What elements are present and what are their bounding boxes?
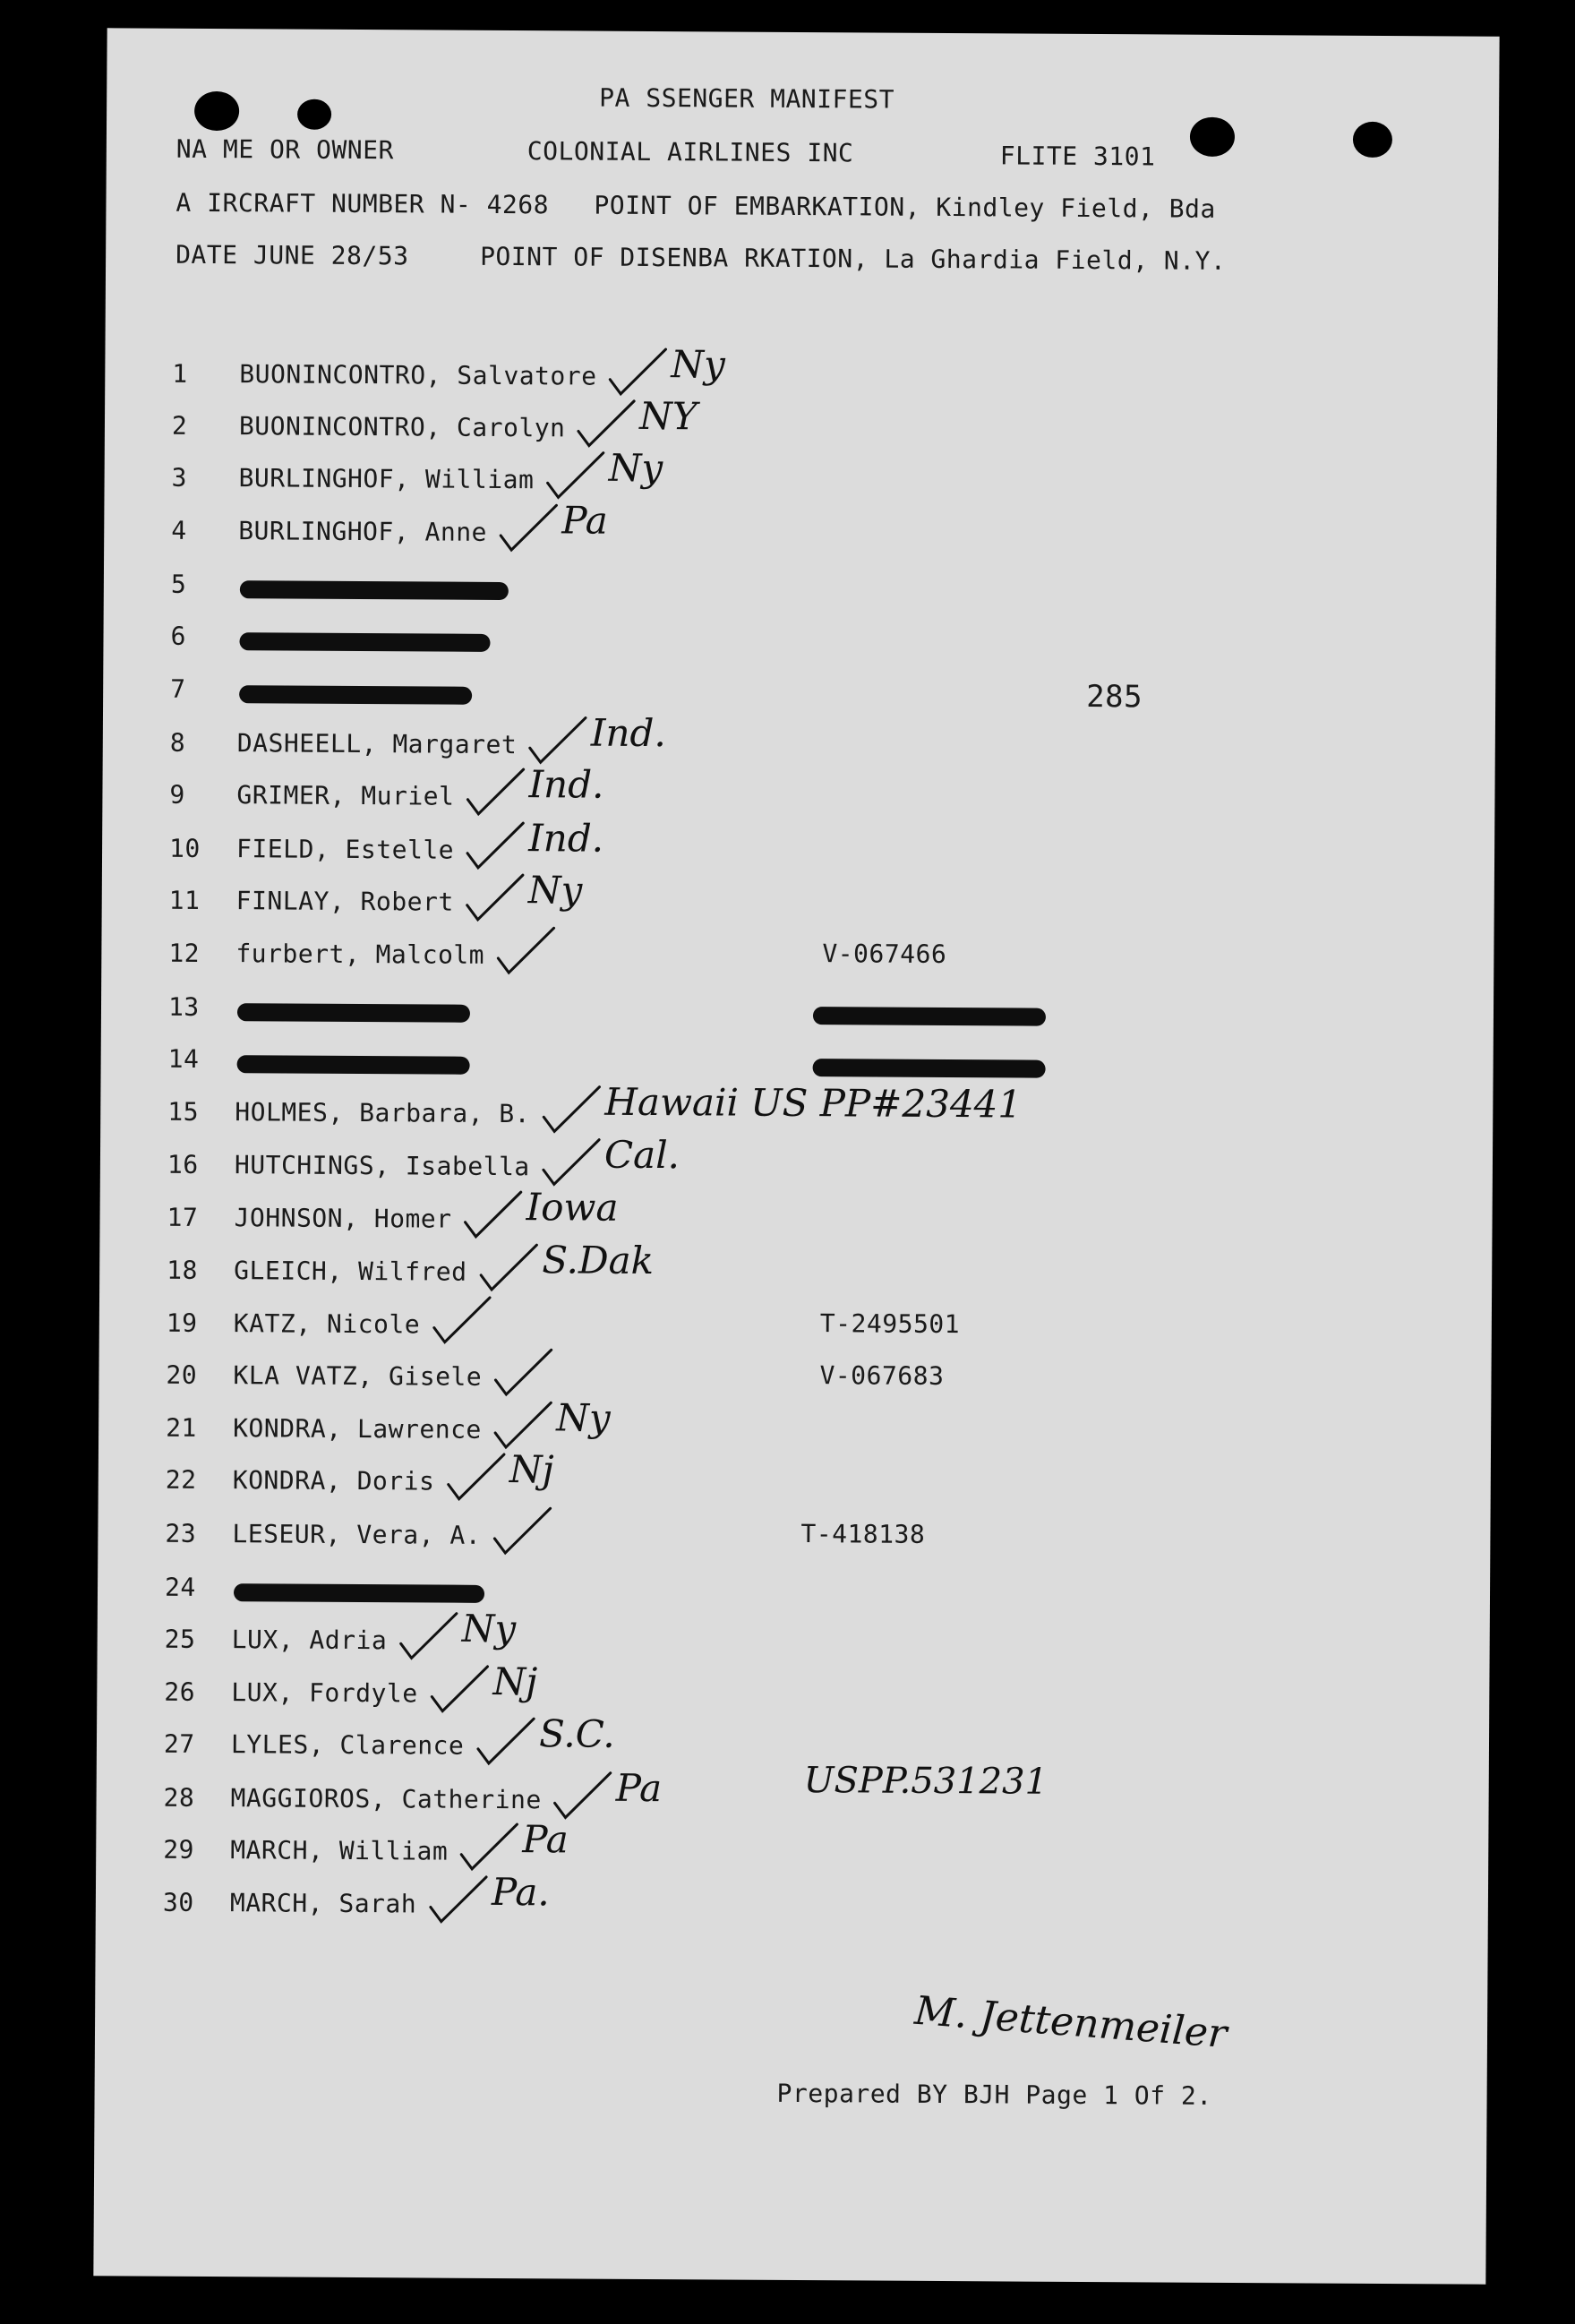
passenger-name: LUX, Adria (231, 1625, 388, 1656)
check-mark-icon (540, 1083, 603, 1136)
passenger-row (100, 1079, 1493, 1149)
passenger-name: MARCH, William (230, 1835, 449, 1866)
redaction-bar (813, 1059, 1046, 1078)
passenger-number: 15 (167, 1096, 200, 1127)
passenger-name: GRIMER, Muriel (236, 780, 455, 811)
check-mark-icon (464, 819, 526, 873)
handwritten-state-note: Pa (561, 498, 608, 543)
punch-hole-left (194, 91, 239, 131)
passenger-name: GLEICH, Wilfred (234, 1256, 467, 1287)
passenger-row (99, 1185, 1492, 1255)
passenger-row (105, 342, 1497, 411)
redaction-bar (237, 1003, 470, 1023)
passenger-number: 14 (167, 1043, 200, 1074)
passenger-number: 10 (168, 833, 201, 863)
check-mark-icon (398, 1609, 460, 1663)
check-mark-icon (544, 449, 606, 502)
check-mark-icon (491, 1505, 553, 1558)
passenger-name: KONDRA, Doris (232, 1465, 435, 1496)
passenger-number: 16 (167, 1149, 199, 1179)
passenger-name: FIELD, Estelle (235, 834, 455, 865)
redaction-bar (234, 1583, 484, 1603)
passenger-name: BUONINCONTRO, Salvatore (239, 359, 597, 391)
passenger-number: 23 (165, 1518, 197, 1548)
passenger-name: DASHEELL, Margaret (236, 728, 518, 760)
check-mark-icon (575, 397, 638, 450)
passenger-row (103, 673, 1495, 726)
redaction-bar (239, 685, 472, 705)
check-mark-icon (606, 346, 669, 399)
passenger-row (101, 991, 1494, 1044)
passenger-number: 19 (166, 1308, 198, 1338)
check-mark-icon (464, 766, 526, 819)
passenger-row (105, 393, 1497, 463)
check-mark-icon (464, 871, 526, 925)
passenger-number: 13 (167, 991, 200, 1022)
passenger-name: FINLAY, Robert (235, 886, 454, 917)
handwritten-state-note: Ny (556, 1395, 611, 1440)
document-number: V-067683 (819, 1360, 945, 1392)
passenger-row (96, 1869, 1488, 1940)
passenger-number: 2 (171, 410, 188, 441)
passenger-name: LUX, Fordyle (231, 1677, 418, 1709)
check-mark-icon (494, 924, 557, 978)
passenger-name: LYLES, Clarence (230, 1729, 465, 1761)
passenger-number: 30 (162, 1887, 194, 1917)
passenger-row (98, 1359, 1491, 1412)
passenger-row (103, 710, 1495, 780)
handwritten-state-note: Ind. (528, 762, 604, 807)
passenger-row (98, 1447, 1491, 1517)
passenger-row (98, 1572, 1490, 1625)
manifest-date: DATE JUNE 28/53 (175, 239, 409, 271)
redaction-bar (237, 1055, 470, 1075)
passenger-row (97, 1606, 1489, 1677)
passenger-number: 17 (167, 1202, 199, 1232)
handwritten-state-note: Pa. (491, 1869, 550, 1915)
passenger-number: 26 (164, 1677, 196, 1707)
passenger-row (98, 1395, 1491, 1465)
passenger-row (97, 1711, 1489, 1781)
passenger-row (100, 1132, 1493, 1202)
passenger-number: 25 (164, 1624, 196, 1654)
disembarkation-point: POINT OF DISENBA RKATION, La Ghardia Field, N.Y. (480, 241, 1227, 276)
passenger-name: HOLMES, Barbara, B. (235, 1097, 531, 1129)
passenger-number: 18 (167, 1255, 199, 1285)
passenger-row (98, 1518, 1490, 1571)
handwritten-state-note: Hawaii US PP#23441 (604, 1079, 1023, 1127)
passenger-number: 4 (171, 515, 187, 545)
stamp-number: 285 (1086, 678, 1143, 716)
punch-hole-right (1190, 117, 1235, 157)
handwritten-state-note: Pa (615, 1765, 663, 1811)
passenger-row (102, 816, 1494, 886)
passenger-number: 1 (172, 358, 188, 389)
check-mark-icon (492, 1399, 554, 1453)
handwritten-state-note: Ny (527, 868, 583, 913)
check-mark-icon (475, 1715, 537, 1769)
handwritten-state-note: Ind. (528, 816, 604, 861)
handwritten-state-note: Cal. (603, 1132, 681, 1178)
passenger-name: MAGGIOROS, Catherine (230, 1783, 542, 1815)
passenger-name: KLA VATZ, Gisele (233, 1360, 483, 1392)
check-mark-icon (526, 714, 589, 768)
document-number: USPP.531231 (803, 1760, 1049, 1803)
passenger-number: 5 (170, 569, 187, 599)
passenger-number: 22 (165, 1464, 197, 1495)
owner-value: COLONIAL AIRLINES INC (526, 136, 854, 168)
handwritten-state-note: S.Dak (542, 1238, 655, 1283)
passenger-number: 21 (166, 1412, 197, 1443)
punch-hole-left-small (297, 99, 331, 130)
redaction-bar (813, 1007, 1046, 1026)
passenger-number: 12 (168, 938, 201, 968)
passenger-row (96, 1817, 1488, 1887)
check-mark-icon (461, 1188, 524, 1242)
passenger-number: 24 (164, 1572, 196, 1602)
check-mark-icon (431, 1294, 493, 1348)
passenger-row (104, 569, 1496, 622)
passenger-number: 9 (169, 779, 185, 810)
handwritten-state-note: Ny (608, 445, 663, 491)
passenger-name: BURLINGHOF, William (238, 463, 535, 495)
passenger-number: 11 (168, 885, 201, 915)
passenger-number: 20 (166, 1359, 198, 1390)
redaction-bar (240, 580, 509, 600)
document-number: V-067466 (822, 939, 947, 970)
check-mark-icon (428, 1663, 491, 1717)
check-mark-icon (445, 1451, 508, 1505)
footer-prepared-by: Prepared BY BJH Page 1 Of 2. (776, 2078, 1212, 2111)
passenger-row (102, 868, 1494, 938)
passenger-row (103, 621, 1495, 673)
passenger-name: MARCH, Sarah (229, 1888, 417, 1919)
handwritten-state-note: S.C. (538, 1711, 615, 1756)
manifest-title: PA SSENGER MANIFEST (599, 82, 895, 115)
passenger-name: BUONINCONTRO, Carolyn (238, 411, 566, 443)
passenger-row (101, 938, 1494, 990)
passenger-name: furbert, Malcolm (235, 939, 485, 970)
name-or-owner-label: NA ME OR OWNER (175, 133, 394, 166)
handwritten-state-note: Nj (509, 1447, 554, 1492)
redaction-bar (239, 632, 490, 652)
passenger-number: 3 (171, 462, 188, 493)
passenger-row (99, 1308, 1492, 1360)
check-mark-icon (458, 1821, 520, 1874)
passenger-row (97, 1659, 1489, 1729)
document-number: T-2495501 (819, 1308, 961, 1340)
document-number: T-418138 (800, 1519, 926, 1549)
embarkation-point: POINT OF EMBARKATION, Kindley Field, Bda (594, 190, 1216, 224)
passenger-name: KONDRA, Lawrence (233, 1413, 482, 1445)
passenger-number: 28 (163, 1782, 195, 1813)
passenger-row (104, 498, 1496, 568)
handwritten-state-note: Ny (671, 342, 726, 387)
passenger-name: JOHNSON, Homer (234, 1203, 452, 1234)
flight-number: FLITE 3101 (999, 141, 1156, 172)
passenger-name: BURLINGHOF, Anne (238, 516, 488, 547)
handwritten-state-note: Pa (522, 1817, 569, 1862)
passenger-name: HUTCHINGS, Isabella (234, 1150, 530, 1182)
manifest-page (93, 28, 1499, 2284)
aircraft-number: A IRCRAFT NUMBER N- 4268 (175, 187, 550, 220)
check-mark-icon (497, 502, 560, 555)
handwritten-state-note: Ny (461, 1606, 517, 1651)
passenger-number: 7 (170, 673, 186, 704)
handwritten-state-note: Ind. (590, 710, 666, 756)
passenger-row (99, 1238, 1492, 1308)
punch-hole-right-small (1353, 122, 1392, 158)
passenger-number: 27 (163, 1728, 195, 1759)
handwritten-state-note: Iowa (526, 1185, 619, 1230)
signature: M. Jettenmeiler (912, 1987, 1228, 2058)
passenger-row (102, 762, 1494, 832)
passenger-number: 6 (170, 621, 186, 651)
passenger-name: KATZ, Nicole (233, 1308, 421, 1340)
handwritten-state-note: NY (638, 393, 698, 439)
check-mark-icon (427, 1873, 490, 1926)
passenger-number: 29 (163, 1834, 195, 1865)
check-mark-icon (477, 1241, 540, 1295)
handwritten-state-note: Nj (492, 1659, 538, 1704)
passenger-row (104, 445, 1496, 515)
check-mark-icon (540, 1136, 603, 1189)
check-mark-icon (551, 1769, 613, 1822)
check-mark-icon (492, 1346, 554, 1400)
passenger-row (96, 1760, 1488, 1835)
passenger-name: LESEUR, Vera, A. (232, 1519, 482, 1550)
passenger-number: 8 (169, 727, 186, 758)
